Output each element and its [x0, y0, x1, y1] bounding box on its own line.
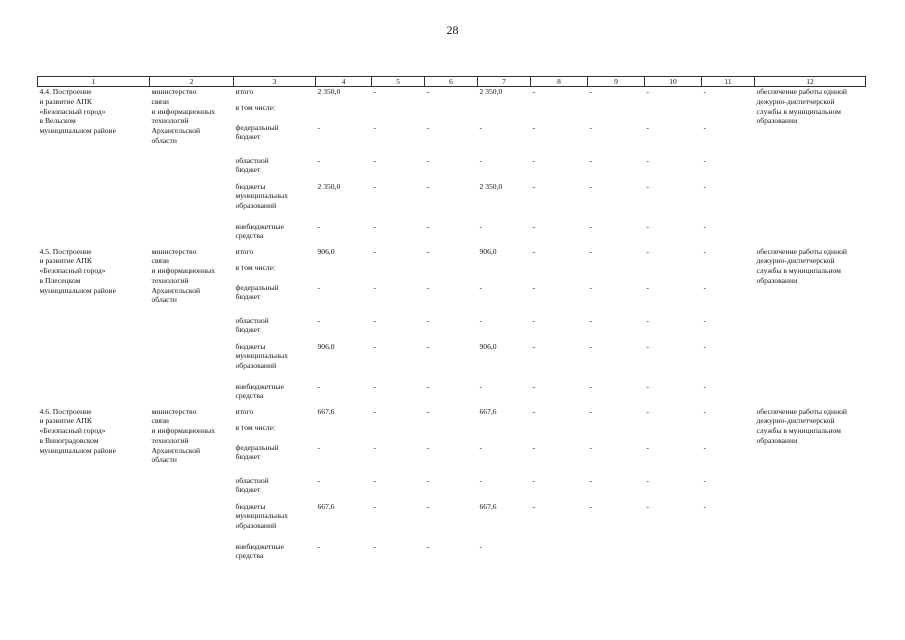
amount-cell-c9: -: [589, 246, 593, 256]
amount-cell-c8: -: [532, 442, 536, 452]
amount-cell-c4: 906,0: [317, 246, 335, 256]
amount-cell-c8: [531, 542, 588, 567]
table-row: [38, 407, 866, 423]
funding-source-cell: бюджеты муниципальных образований: [235, 341, 289, 371]
amount-cell-c6: -: [426, 406, 430, 416]
amount-cell-c11: [702, 423, 755, 443]
column-header: 5: [372, 77, 425, 87]
amount-cell-c4: 906,0: [317, 341, 335, 351]
amount-cell-c6: -: [426, 122, 430, 132]
amount-cell-c4: [316, 423, 372, 443]
column-header: 7: [478, 77, 531, 87]
amount-cell-c10: -: [646, 246, 650, 256]
amount-cell-c10: -: [646, 406, 650, 416]
amount-cell-c10: [645, 263, 702, 283]
amount-cell-c11: -: [703, 475, 707, 485]
amount-cell-c4: -: [317, 282, 321, 292]
amount-cell-c10: [645, 103, 702, 123]
amount-cell-c10: -: [646, 381, 650, 391]
amount-cell-c10: -: [646, 341, 650, 351]
funding-source-cell: внебюджетные средства: [235, 541, 284, 561]
amount-cell-c5: -: [373, 442, 377, 452]
amount-cell-c11: -: [703, 87, 707, 96]
column-header: 2: [150, 77, 234, 87]
amount-cell-c4: -: [317, 541, 321, 551]
amount-cell-c9: -: [589, 381, 593, 391]
column-header: 6: [425, 77, 478, 87]
amount-cell-c10: -: [646, 155, 650, 165]
amount-cell-c9: -: [589, 87, 593, 96]
amount-cell-c11: -: [703, 282, 707, 292]
amount-cell-c7: 667,6: [479, 501, 497, 511]
expected-result-cell: обеспечение работы единой дежурно-диспетчерской службы в муниципальном образовании: [756, 406, 847, 445]
amount-cell-c7: -: [479, 475, 483, 485]
amount-cell-c7: 2 350,0: [479, 181, 503, 191]
amount-cell-c6: -: [426, 87, 430, 96]
amount-cell-c4: 2 350,0: [317, 181, 341, 191]
amount-cell-c9: -: [589, 501, 593, 511]
amount-cell-c9: -: [589, 181, 593, 191]
column-header: 8: [531, 77, 588, 87]
funding-source-cell: итого: [235, 87, 254, 96]
amount-cell-c8: -: [532, 122, 536, 132]
amount-cell-c10: [645, 423, 702, 443]
funding-source-cell: областной бюджет: [235, 155, 269, 175]
amount-cell-c8: -: [532, 282, 536, 292]
column-header: 10: [645, 77, 702, 87]
funding-source-cell: в том числе:: [235, 102, 276, 112]
amount-cell-c10: -: [646, 501, 650, 511]
amount-cell-c8: -: [532, 475, 536, 485]
amount-cell-c9: -: [589, 442, 593, 452]
amount-cell-c8: -: [532, 221, 536, 231]
amount-cell-c7: 906,0: [479, 341, 497, 351]
amount-cell-c10: -: [646, 122, 650, 132]
amount-cell-c6: [425, 263, 478, 283]
amount-cell-c10: -: [646, 87, 650, 96]
amount-cell-c5: -: [373, 406, 377, 416]
amount-cell-c4: -: [317, 442, 321, 452]
amount-cell-c8: -: [532, 315, 536, 325]
amount-cell-c9: -: [589, 475, 593, 485]
expected-result-cell: обеспечение работы единой дежурно-диспетчерской службы в муниципальном образовании: [756, 246, 847, 285]
amount-cell-c4: 667,6: [317, 501, 335, 511]
amount-cell-c9: -: [589, 282, 593, 292]
amount-cell-c7: -: [479, 282, 483, 292]
amount-cell-c11: -: [703, 315, 707, 325]
amount-cell-c11: -: [703, 221, 707, 231]
column-header: 4: [316, 77, 372, 87]
executor-cell: министерство связи и информационных технологий Архангельской области: [151, 87, 216, 145]
amount-cell-c5: -: [373, 501, 377, 511]
amount-cell-c6: -: [426, 181, 430, 191]
amount-cell-c11: -: [703, 501, 707, 511]
funding-source-cell: внебюджетные средства: [235, 221, 284, 241]
column-header: 9: [588, 77, 645, 87]
measure-cell: 4.6. Построение и развитие АПК «Безопасный город» в Виноградовском муниципальном районе: [39, 406, 116, 455]
amount-cell-c11: -: [703, 381, 707, 391]
amount-cell-c5: -: [373, 341, 377, 351]
amount-cell-c8: -: [532, 501, 536, 511]
amount-cell-c6: -: [426, 221, 430, 231]
amount-cell-c6: -: [426, 381, 430, 391]
funding-source-cell: областной бюджет: [235, 475, 269, 495]
amount-cell-c4: [316, 263, 372, 283]
amount-cell-c7: [478, 263, 531, 283]
amount-cell-c6: -: [426, 282, 430, 292]
amount-cell-c6: -: [426, 541, 430, 551]
amount-cell-c9: -: [589, 122, 593, 132]
amount-cell-c8: -: [532, 155, 536, 165]
amount-cell-c8: -: [532, 87, 536, 96]
column-header: 3: [234, 77, 316, 87]
amount-cell-c9: [588, 263, 645, 283]
amount-cell-c5: -: [373, 221, 377, 231]
amount-cell-c5: [372, 423, 425, 443]
funding-source-cell: федеральный бюджет: [235, 122, 279, 142]
amount-cell-c8: -: [532, 341, 536, 351]
amount-cell-c9: -: [589, 315, 593, 325]
funding-source-cell: федеральный бюджет: [235, 442, 279, 462]
program-budget-table: [37, 76, 866, 567]
amount-cell-c4: 2 350,0: [317, 87, 341, 96]
amount-cell-c7: [478, 103, 531, 123]
amount-cell-c10: -: [646, 475, 650, 485]
amount-cell-c10: -: [646, 221, 650, 231]
amount-cell-c10: -: [646, 315, 650, 325]
amount-cell-c9: -: [589, 221, 593, 231]
amount-cell-c9: [588, 542, 645, 567]
amount-cell-c6: -: [426, 475, 430, 485]
amount-cell-c8: -: [532, 381, 536, 391]
column-header: 12: [755, 77, 866, 87]
amount-cell-c9: -: [589, 341, 593, 351]
column-header: 1: [38, 77, 150, 87]
amount-cell-c6: [425, 423, 478, 443]
table-body: [38, 87, 866, 567]
amount-cell-c5: -: [373, 246, 377, 256]
amount-cell-c8: -: [532, 246, 536, 256]
amount-cell-c9: [588, 103, 645, 123]
amount-cell-c7: -: [479, 442, 483, 452]
amount-cell-c5: [372, 103, 425, 123]
amount-cell-c7: -: [479, 122, 483, 132]
amount-cell-c10: [645, 542, 702, 567]
funding-source-cell: бюджеты муниципальных образований: [235, 181, 289, 211]
funding-source-cell: внебюджетные средства: [235, 381, 284, 401]
amount-cell-c9: [588, 423, 645, 443]
funding-source-cell: в том числе:: [235, 422, 276, 432]
amount-cell-c11: -: [703, 122, 707, 132]
expected-result-cell: обеспечение работы единой дежурно-диспетчерской службы в муниципальном образовании: [756, 87, 847, 126]
table-row: [38, 247, 866, 263]
table-row: [38, 87, 866, 103]
amount-cell-c4: -: [317, 122, 321, 132]
amount-cell-c8: -: [532, 406, 536, 416]
executor-cell: министерство связи и информационных технологий Архангельской области: [151, 246, 216, 305]
funding-source-cell: бюджеты муниципальных образований: [235, 501, 289, 531]
amount-cell-c11: [702, 542, 755, 567]
amount-cell-c4: -: [317, 221, 321, 231]
amount-cell-c11: -: [703, 181, 707, 191]
amount-cell-c4: -: [317, 315, 321, 325]
amount-cell-c6: [425, 103, 478, 123]
amount-cell-c11: -: [703, 155, 707, 165]
amount-cell-c8: -: [532, 181, 536, 191]
amount-cell-c7: [478, 423, 531, 443]
amount-cell-c6: -: [426, 442, 430, 452]
amount-cell-c6: -: [426, 501, 430, 511]
funding-source-cell: федеральный бюджет: [235, 282, 279, 302]
amount-cell-c7: -: [479, 381, 483, 391]
amount-cell-c4: -: [317, 475, 321, 485]
amount-cell-c5: -: [373, 282, 377, 292]
amount-cell-c5: -: [373, 181, 377, 191]
amount-cell-c10: -: [646, 442, 650, 452]
amount-cell-c10: -: [646, 181, 650, 191]
amount-cell-c8: [531, 423, 588, 443]
amount-cell-c7: -: [479, 221, 483, 231]
amount-cell-c7: -: [479, 315, 483, 325]
amount-cell-c9: -: [589, 155, 593, 165]
amount-cell-c7: 667,6: [479, 406, 497, 416]
funding-source-cell: областной бюджет: [235, 315, 269, 335]
amount-cell-c8: [531, 263, 588, 283]
amount-cell-c4: -: [317, 155, 321, 165]
amount-cell-c7: -: [479, 155, 483, 165]
column-header: 11: [702, 77, 755, 87]
amount-cell-c4: [316, 103, 372, 123]
amount-cell-c6: -: [426, 246, 430, 256]
amount-cell-c9: -: [589, 406, 593, 416]
amount-cell-c5: -: [373, 475, 377, 485]
amount-cell-c11: -: [703, 341, 707, 351]
column-number-row: [38, 77, 866, 87]
amount-cell-c5: -: [373, 541, 377, 551]
amount-cell-c5: -: [373, 87, 377, 96]
amount-cell-c4: 667,6: [317, 406, 335, 416]
amount-cell-c11: [702, 103, 755, 123]
amount-cell-c8: [531, 103, 588, 123]
measure-cell: 4.5. Построение и развитие АПК «Безопасный город» в Плесецком муниципальном районе: [39, 246, 116, 295]
funding-source-cell: итого: [235, 406, 254, 416]
amount-cell-c5: -: [373, 381, 377, 391]
amount-cell-c7: 2 350,0: [479, 87, 503, 96]
funding-source-cell: в том числе:: [235, 262, 276, 272]
funding-source-cell: итого: [235, 246, 254, 256]
amount-cell-c7: -: [479, 541, 483, 551]
amount-cell-c5: [372, 263, 425, 283]
amount-cell-c6: -: [426, 315, 430, 325]
amount-cell-c11: -: [703, 406, 707, 416]
amount-cell-c11: [702, 263, 755, 283]
amount-cell-c6: -: [426, 341, 430, 351]
amount-cell-c6: -: [426, 155, 430, 165]
amount-cell-c11: -: [703, 246, 707, 256]
amount-cell-c11: -: [703, 442, 707, 452]
amount-cell-c7: 906,0: [479, 246, 497, 256]
amount-cell-c4: -: [317, 381, 321, 391]
amount-cell-c10: -: [646, 282, 650, 292]
page-number: 28: [446, 23, 459, 37]
amount-cell-c5: -: [373, 315, 377, 325]
measure-cell: 4.4. Построение и развитие АПК «Безопасный город» в Вельском муниципальном районе: [39, 87, 116, 136]
amount-cell-c5: -: [373, 155, 377, 165]
executor-cell: министерство связи и информационных технологий Архангельской области: [151, 406, 216, 465]
amount-cell-c5: -: [373, 122, 377, 132]
